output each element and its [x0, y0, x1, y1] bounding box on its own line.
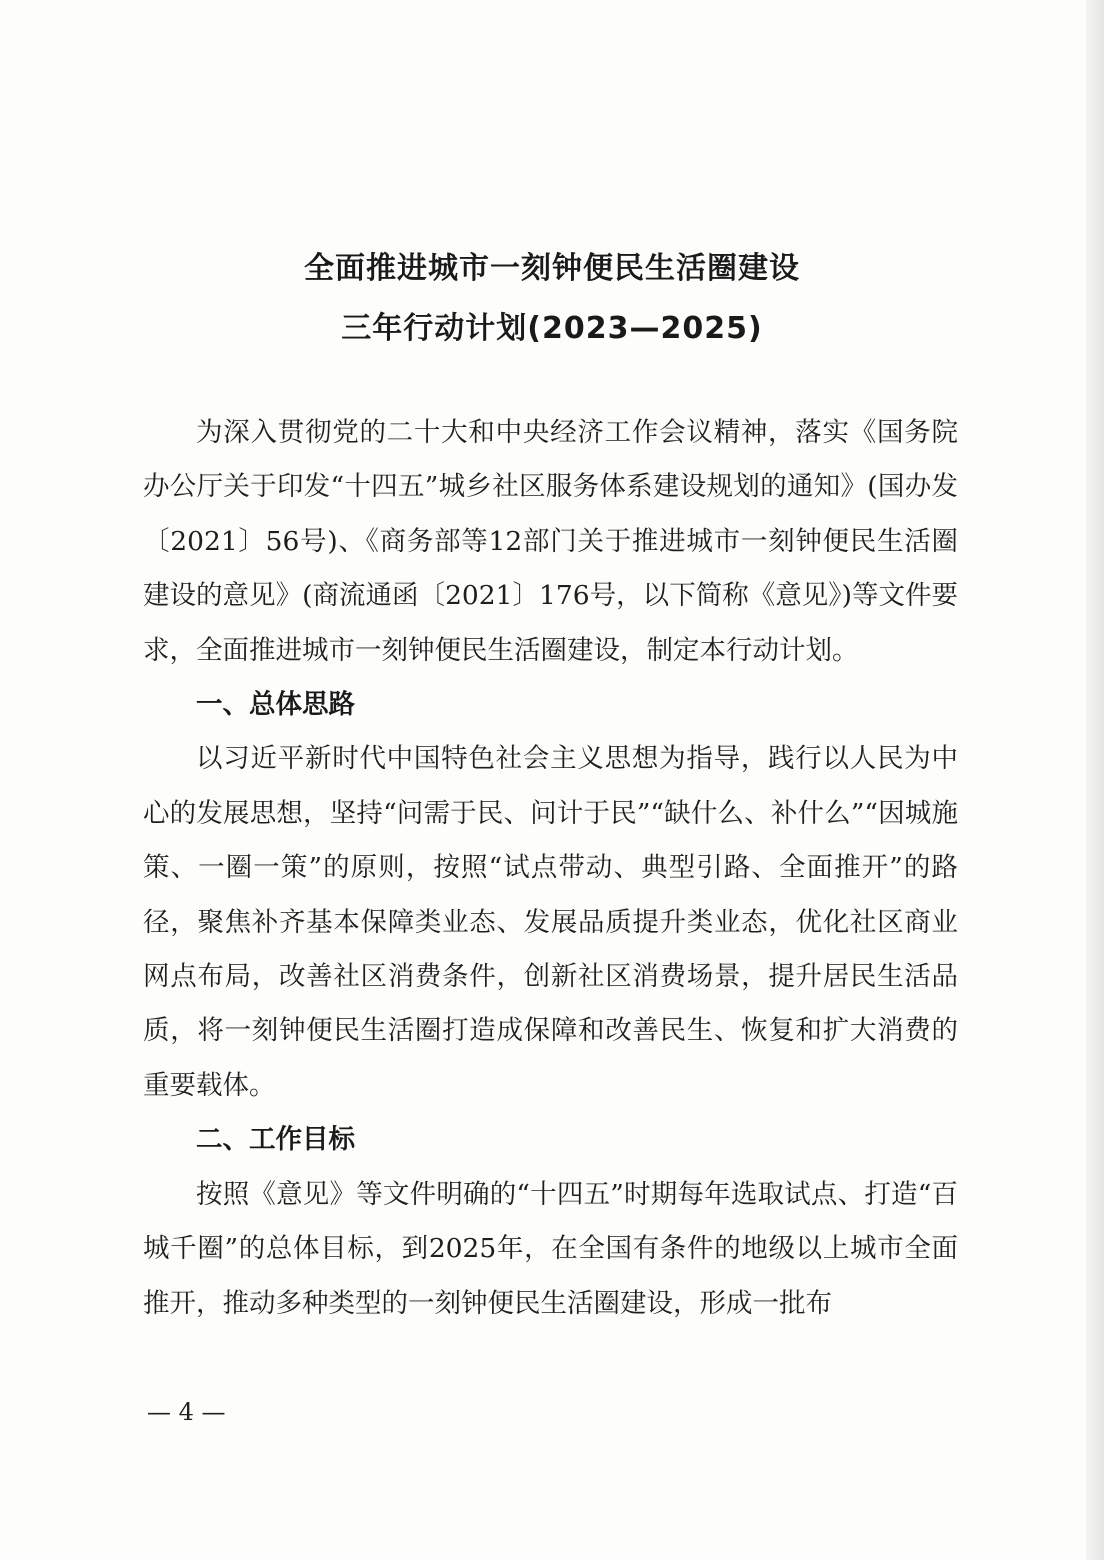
scan-edge [1086, 0, 1104, 1560]
page-number: — 4 — [147, 1398, 226, 1426]
document-body [143, 406, 958, 1331]
section-text-overall-approach: 以习近平新时代中国特色社会主义思想为指导，践行以人民为中心的发展思想，坚持“问需于民、问计于民”“缺什么、补什么”“因城施策、一圈一策”的原则，按照“试点带动、典型引路、全面推开”的路径，聚焦补齐基本保障类业态、发展品质提升类业态，优化社区商业网点布局，改善社区消费条件，创新社区消费场景，提升居民生活品质，将一刻钟便民生活圈打造成保障和改善民生、恢复和扩大消费的重要载体。 [143, 743, 958, 1101]
section-heading-overall-approach: 一、总体思路 [196, 689, 355, 721]
section-heading-work-goals: 二、工作目标 [196, 1124, 355, 1156]
intro-paragraph: 为深入贯彻党的二十大和中央经济工作会议精神，落实《国务院办公厅关于印发“十四五”城乡社区服务体系建设规划的通知》(国办发〔2021〕56号)、《商务部等12部门关于推进城市一刻钟便民生活圈建设的意见》(商流通函〔2021〕176号，以下简称《意见》)等文件要求，全面推进城市一刻钟便民生活圈建设，制定本行动计划。 [143, 417, 958, 666]
document-title-line1: 全面推进城市一刻钟便民生活圈建设 [304, 251, 800, 286]
document-title-line2: 三年行动计划(2023—2025) [341, 311, 763, 346]
section-text-work-goals: 按照《意见》等文件明确的“十四五”时期每年选取试点、打造“百城千圈”的总体目标，到2025年，在全国有条件的地级以上城市全面推开，推动多种类型的一刻钟便民生活圈建设，形成一批布 [143, 1178, 958, 1319]
